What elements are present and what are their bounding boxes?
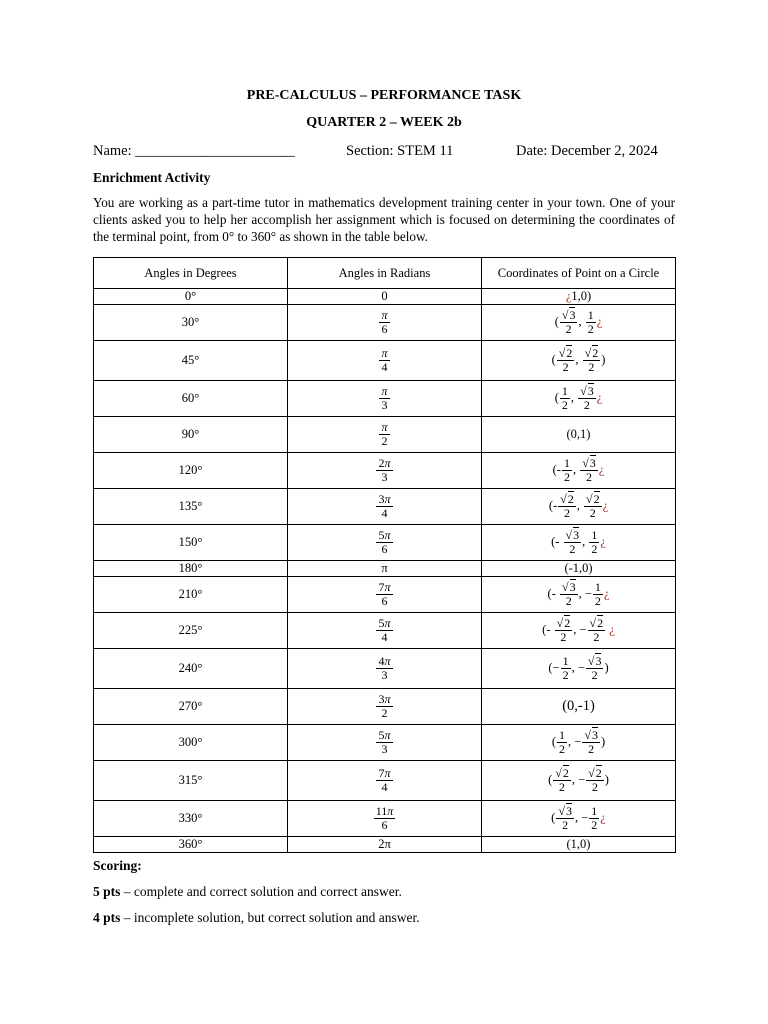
table-row: [94, 725, 676, 761]
table-row: [94, 689, 676, 725]
table-row: [94, 649, 676, 689]
cell-degrees: 90°: [94, 417, 288, 453]
page-subtitle: QUARTER 2 – WEEK 2b: [306, 115, 462, 130]
table-row: [94, 289, 676, 305]
table-row: [94, 801, 676, 837]
table-row: [94, 525, 676, 561]
header-coordinates: Coordinates of Point on a Circle: [482, 258, 676, 289]
table-row: [94, 381, 676, 417]
cell-degrees: 30°: [94, 305, 288, 341]
table-row: [94, 489, 676, 525]
cell-radians: 2π: [288, 837, 482, 853]
cell-coordinates: (- $\frac{√2}{2}$ , $\frac{√2}{2}$ ¿: [482, 489, 676, 525]
table-row: [94, 577, 676, 613]
cell-coordinates: ( $\frac{1}{2}$ , $\frac{√3}{2}$ ¿: [482, 381, 676, 417]
cell-radians: $\frac{4\pi}{3}$: [288, 649, 482, 689]
cell-radians: $\frac{5\pi}{3}$: [288, 725, 482, 761]
cell-coordinates: (− $\frac{1}{2}$ , − $\frac{√3}{2}$ ): [482, 649, 676, 689]
cell-degrees: 150°: [94, 525, 288, 561]
cell-degrees: 0°: [94, 289, 288, 305]
cell-radians: 0: [288, 289, 482, 305]
cell-degrees: 120°: [94, 453, 288, 489]
table-row: [94, 613, 676, 649]
cell-coordinates: (- $\frac{√2}{2}$ , − $\frac{√2}{2}$ ¿: [482, 613, 676, 649]
cell-radians: $\frac{2\pi}{3}$: [288, 453, 482, 489]
cell-radians: $\frac{\pi}{3}$: [288, 381, 482, 417]
scoring-item-5: [93, 884, 402, 900]
cell-coordinates: ( $\frac{1}{2}$ , − $\frac{√3}{2}$ ): [482, 725, 676, 761]
cell-degrees: 135°: [94, 489, 288, 525]
table-row: [94, 761, 676, 801]
table-row: [94, 305, 676, 341]
table-row: [94, 561, 676, 577]
scoring-heading: Scoring:: [93, 858, 142, 873]
cell-coordinates: ( $\frac{√2}{2}$ , − $\frac{√2}{2}$ ): [482, 761, 676, 801]
cell-radians: $\frac{\pi}{4}$: [288, 341, 482, 381]
cell-coordinates: ( $\frac{√2}{2}$ , $\frac{√2}{2}$ ): [482, 341, 676, 381]
scoring-points: 4 pts: [93, 910, 121, 925]
cell-coordinates: (0,1): [482, 417, 676, 453]
cell-radians: $\frac{\pi}{6}$: [288, 305, 482, 341]
cell-degrees: 240°: [94, 649, 288, 689]
cell-degrees: 360°: [94, 837, 288, 853]
page-title: PRE-CALCULUS – PERFORMANCE TASK: [246, 88, 522, 103]
name-field: [93, 143, 295, 160]
cell-degrees: 45°: [94, 341, 288, 381]
section-text: Section: STEM 11: [346, 143, 454, 159]
cell-degrees: 330°: [94, 801, 288, 837]
cell-degrees: 180°: [94, 561, 288, 577]
cell-radians: $\frac{3\pi}{2}$: [288, 689, 482, 725]
cell-degrees: 60°: [94, 381, 288, 417]
name-label: Name:: [93, 143, 132, 159]
coordinates-table: [93, 257, 676, 853]
cell-degrees: 225°: [94, 613, 288, 649]
date-text: Date: December 2, 2024: [516, 143, 658, 159]
cell-radians: $\frac{7\pi}{4}$: [288, 761, 482, 801]
cell-coordinates: (- $\frac{1}{2}$ , $\frac{√3}{2}$ ¿: [482, 453, 676, 489]
cell-coordinates: ( $\frac{√3}{2}$ , $\frac{1}{2}$ ¿: [482, 305, 676, 341]
cell-coordinates: ¿1,0): [482, 289, 676, 305]
cell-coordinates: ( $\frac{√3}{2}$ , − $\frac{1}{2}$ ¿: [482, 801, 676, 837]
table-row: [94, 341, 676, 381]
table-header-row: [94, 258, 676, 289]
header-degrees: Angles in Degrees: [94, 258, 288, 289]
table-row: [94, 453, 676, 489]
cell-degrees: 270°: [94, 689, 288, 725]
header-radians: Angles in Radians: [288, 258, 482, 289]
cell-radians: $\frac{7\pi}{6}$: [288, 577, 482, 613]
scoring-text: – incomplete solution, but correct solution and answer.: [120, 910, 420, 925]
scoring-points: 5 pts: [93, 884, 121, 899]
cell-radians: $\frac{11\pi}{6}$: [288, 801, 482, 837]
cell-radians: $\frac{5\pi}{4}$: [288, 613, 482, 649]
name-blank: ______________________: [135, 143, 295, 159]
cell-coordinates: (- $\frac{√3}{2}$ , − $\frac{1}{2}$ ¿: [482, 577, 676, 613]
cell-degrees: 210°: [94, 577, 288, 613]
scoring-text: – complete and correct solution and correct answer.: [120, 884, 402, 899]
table-row: [94, 417, 676, 453]
table-row: [94, 837, 676, 853]
cell-radians: $\frac{3\pi}{4}$: [288, 489, 482, 525]
cell-coordinates: (- $\frac{√3}{2}$ , $\frac{1}{2}$ ¿: [482, 525, 676, 561]
cell-coordinates: (0,-1): [482, 689, 676, 725]
cell-radians: π: [288, 561, 482, 577]
activity-paragraph: You are working as a part-time tutor in mathematics development training center in your town. One of your clients asked you to help her accomplish her assignment which is focused on determining the coordinates of the terminal point, from 0° to 360° as shown in the table below.: [93, 195, 675, 244]
cell-degrees: 300°: [94, 725, 288, 761]
cell-degrees: 315°: [94, 761, 288, 801]
cell-radians: $\frac{5\pi}{6}$: [288, 525, 482, 561]
scoring-item-4: [93, 910, 420, 926]
cell-coordinates: (-1,0): [482, 561, 676, 577]
activity-heading: Enrichment Activity: [93, 170, 211, 185]
cell-radians: $\frac{\pi}{2}$: [288, 417, 482, 453]
cell-coordinates: (1,0): [482, 837, 676, 853]
